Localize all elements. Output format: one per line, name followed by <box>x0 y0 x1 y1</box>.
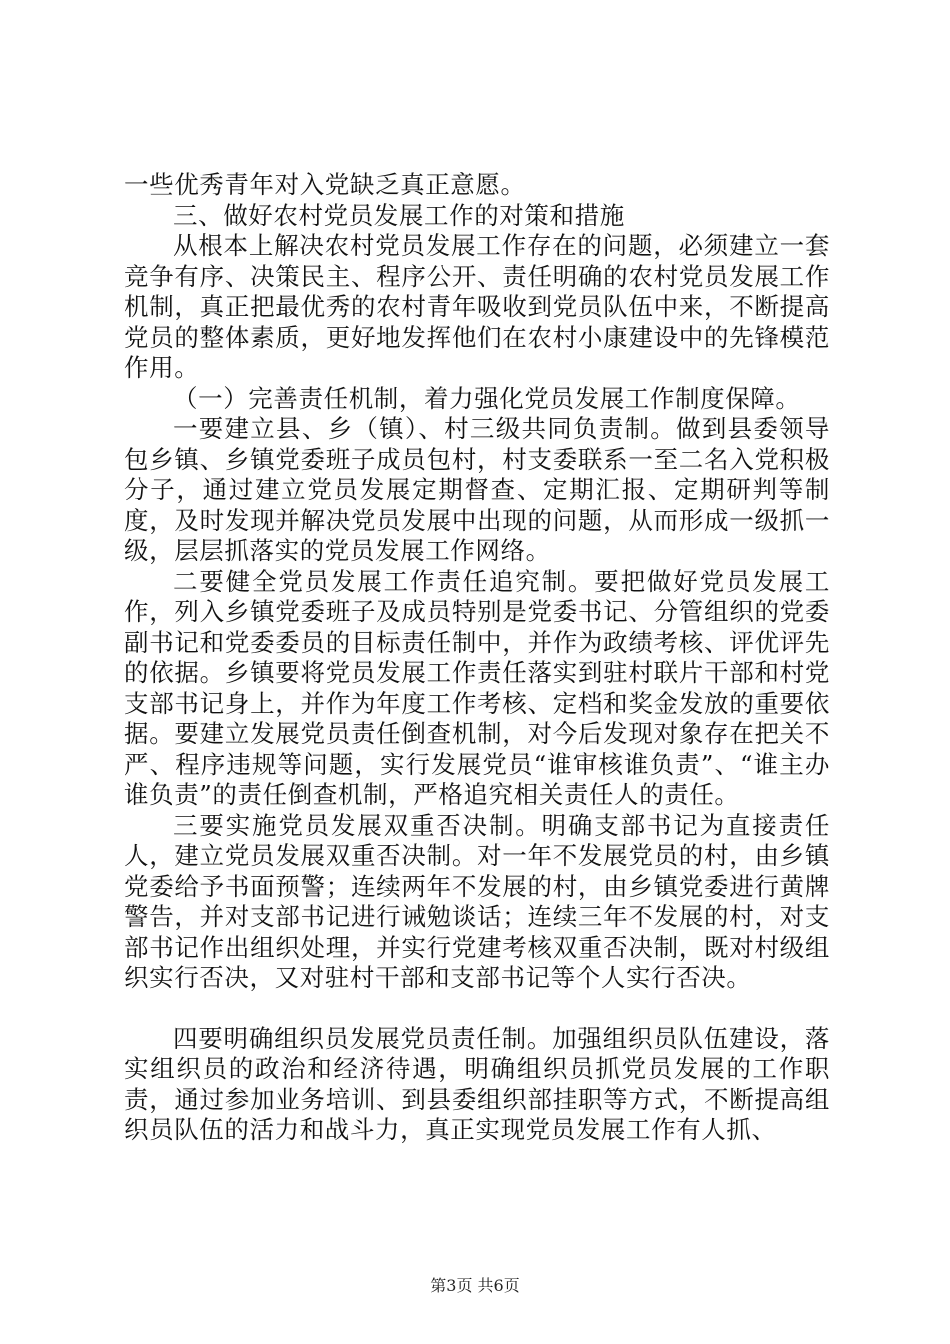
document-body <box>124 170 830 1146</box>
subsection-heading: （一）完善责任机制，着力强化党员发展工作制度保障。 <box>173 383 801 413</box>
paragraph-point-2: 二要健全党员发展工作责任追究制。要把做好党员发展工作，列入乡镇党委班子及成员特别是党委书记、分管组织的党委副书记和党委委员的目标责任制中，并作为政绩考核、评优评先的依据。乡镇要将党员发展工作责任落实到驻村联片干部和村党支部书记身上，并作为年度工作考核、定档和奖金发放的重要依据。要建立发展党员责任倒查机制，对今后发现对象存在把关不严、程序违规等问题，实行发展党员“谁审核谁负责”、“谁主办谁负责”的责任倒查机制，严格追究相关责任人的责任。 <box>124 566 830 809</box>
paragraph-point-1: 一要建立县、乡（镇）、村三级共同负责制。做到县委领导包乡镇、乡镇党委班子成员包村，村支委联系一至二名入党积极分子，通过建立党员发展定期督查、定期汇报、定期研判等制度，及时发现并解决党员发展中出现的问题，从而形成一级抓一级，层层抓落实的党员发展工作网络。 <box>124 414 830 565</box>
paragraph-point-4: 四要明确组织员发展党员责任制。加强组织员队伍建设，落实组织员的政治和经济待遇，明确组织员抓党员发展的工作职责，通过参加业务培训、到县委组织部挂职等方式，不断提高组织员队伍的活力和战斗力，真正实现党员发展工作有人抓、 <box>124 1023 830 1144</box>
section-heading: 三、做好农村党员发展工作的对策和措施 <box>173 200 625 230</box>
page-number-footer: 第3页 共6页 <box>430 1276 520 1295</box>
paragraph-continuation: 一些优秀青年对入党缺乏真正意愿。 <box>124 170 526 199</box>
paragraph-intro: 从根本上解决农村党员发展工作存在的问题，必须建立一套竞争有序、决策民主、程序公开、责任明确的农村党员发展工作机制，真正把最优秀的农村青年吸收到党员队伍中来，不断提高党员的整体素质，更好地发挥他们在农村小康建设中的先锋模范作用。 <box>124 231 830 382</box>
paragraph-point-3: 三要实施党员发展双重否决制。明确支部书记为直接责任人，建立党员发展双重否决制。对一年不发展党员的村，由乡镇党委给予书面预警；连续两年不发展的村，由乡镇党委进行黄牌警告，并对支部书记进行诫勉谈话；连续三年不发展的村，对支部书记作出组织处理，并实行党建考核双重否决制，既对村级组织实行否决，又对驻村干部和支部书记等个人实行否决。 <box>124 810 830 992</box>
